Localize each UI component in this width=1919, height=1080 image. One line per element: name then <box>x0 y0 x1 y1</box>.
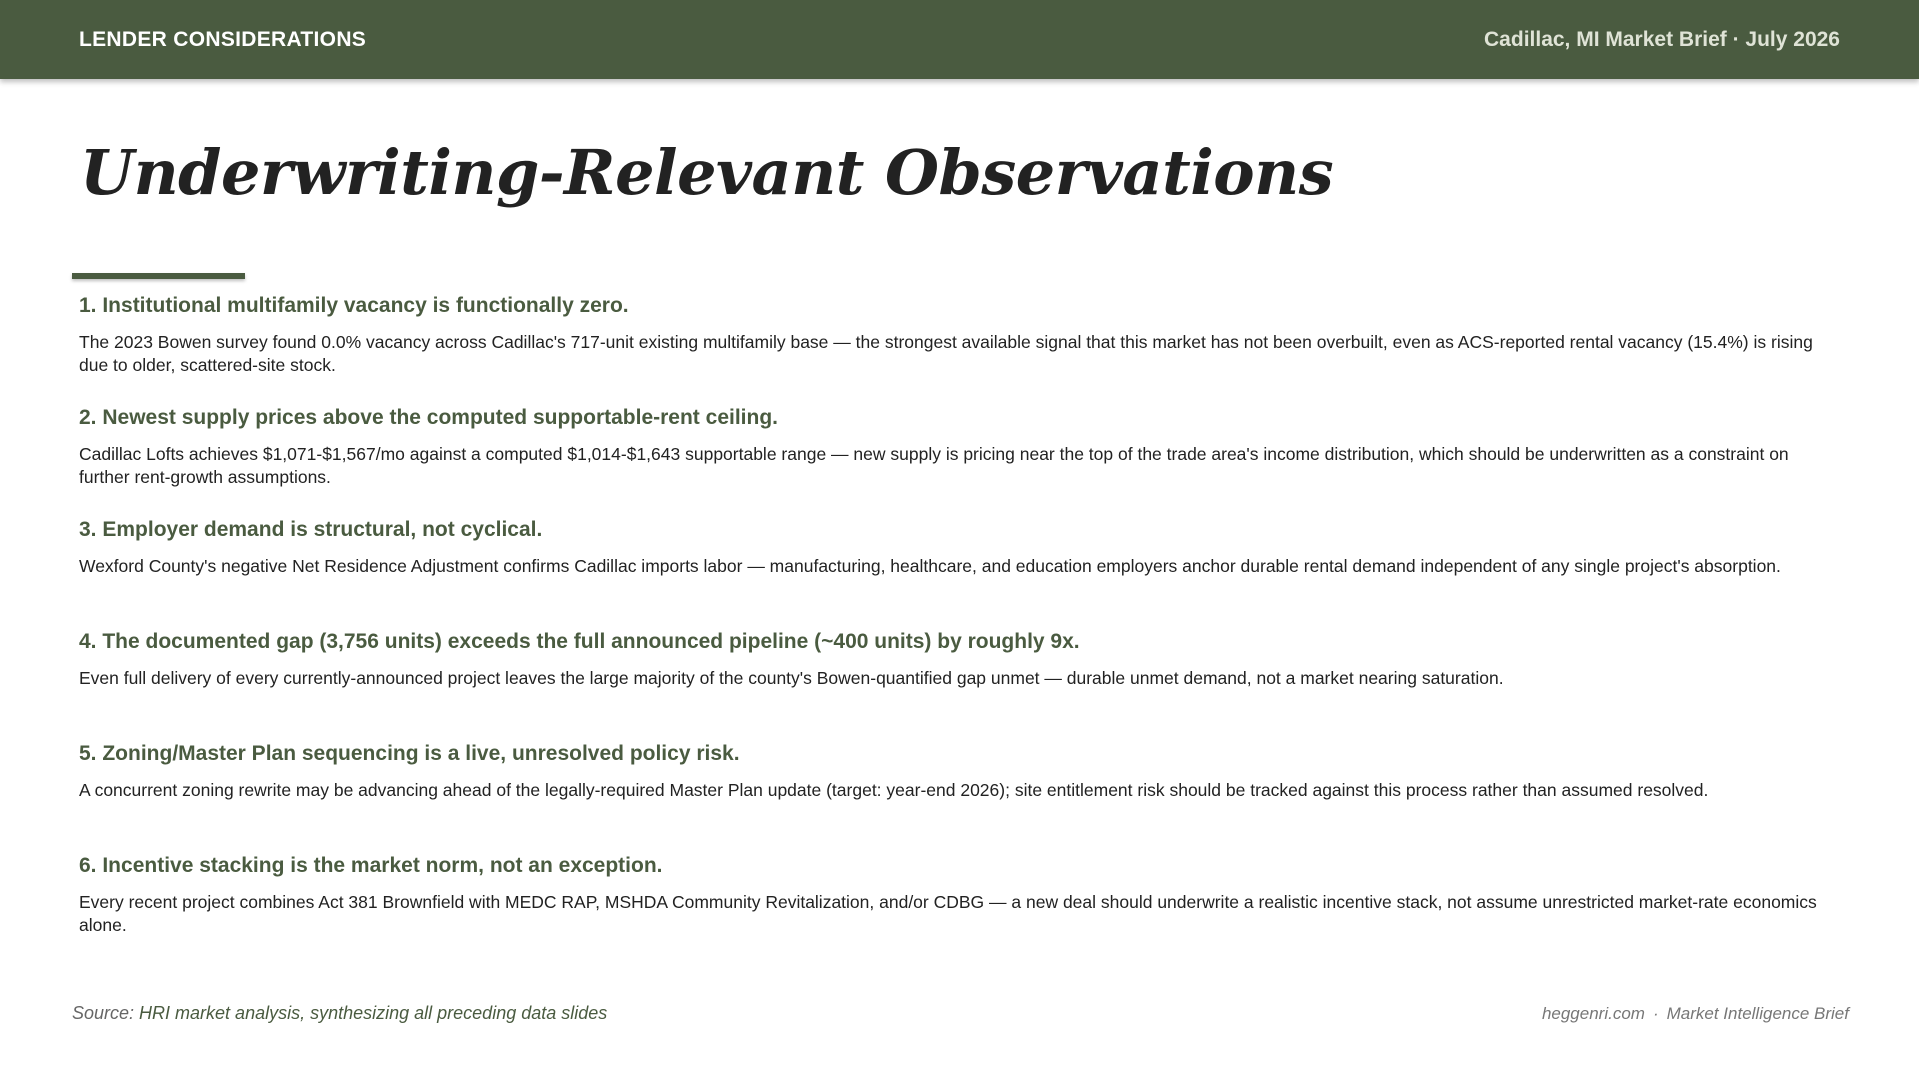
observation-heading: 2. Newest supply prices above the computed supportable-rent ceiling. <box>79 406 778 429</box>
observation-heading: 3. Employer demand is structural, not cyclical. <box>79 518 543 541</box>
observation-1 <box>79 293 1839 377</box>
brief-label: Cadillac, MI Market Brief · July 2026 <box>1484 28 1840 51</box>
observation-heading: 1. Institutional multifamily vacancy is functionally zero. <box>79 294 629 317</box>
observation-3 <box>79 517 1839 578</box>
title-accent-rule <box>72 273 245 279</box>
observation-4 <box>79 629 1839 690</box>
brief-type: Market Intelligence Brief <box>1666 1004 1849 1023</box>
observation-heading: 6. Incentive stacking is the market norm, not an exception. <box>79 854 663 877</box>
observation-body: The 2023 Bowen survey found 0.0% vacancy across Cadillac's 717-unit existing multifamily base — the strongest available signal that this market has not been overbuilt, even as ACS-reported rental vacancy (15.4%) is rising due to older, scattered-site stock. <box>79 332 1813 375</box>
source-text: HRI market analysis, synthesizing all preceding data slides <box>139 1003 608 1023</box>
section-label: LENDER CONSIDERATIONS <box>79 28 367 51</box>
observation-heading: 5. Zoning/Master Plan sequencing is a live, unresolved policy risk. <box>79 742 740 765</box>
observation-body: A concurrent zoning rewrite may be advancing ahead of the legally-required Master Plan update (target: year-end 2026); site entitlement risk should be tracked against this process rather than assumed resolved. <box>79 780 1709 800</box>
observation-2 <box>79 405 1839 489</box>
observation-heading: 4. The documented gap (3,756 units) exceeds the full announced pipeline (~400 units) by roughly 9x. <box>79 630 1080 653</box>
observation-6 <box>79 853 1839 937</box>
site-name: heggenri.com <box>1541 1004 1645 1023</box>
footer-brand <box>1542 1004 1849 1024</box>
header-bar <box>0 0 1919 79</box>
source-prefix: Source: <box>72 1003 140 1023</box>
page-title: Underwriting-Relevant Observations <box>80 136 1334 209</box>
source-note <box>72 1003 607 1024</box>
observation-body: Wexford County's negative Net Residence Adjustment confirms Cadillac imports labor — manufacturing, healthcare, and education employers anchor durable rental demand independent of any single project's absorption. <box>79 556 1781 576</box>
observation-5 <box>79 741 1839 802</box>
observation-body: Even full delivery of every currently-announced project leaves the large majority of the county's Bowen-quantified gap unmet — durable unmet demand, not a market nearing saturation. <box>79 668 1504 688</box>
observation-body: Every recent project combines Act 381 Brownfield with MEDC RAP, MSHDA Community Revitalization, and/or CDBG — a new deal should underwrite a realistic incentive stack, not assume unrestricted market-rate economics alone. <box>79 892 1817 935</box>
observation-body: Cadillac Lofts achieves $1,071-$1,567/mo against a computed $1,014-$1,643 supportable range — new supply is pricing near the top of the trade area's income distribution, which should be underwritten as a constraint on further rent-growth assumptions. <box>79 444 1789 487</box>
footer-separator: · <box>1652 1004 1659 1023</box>
